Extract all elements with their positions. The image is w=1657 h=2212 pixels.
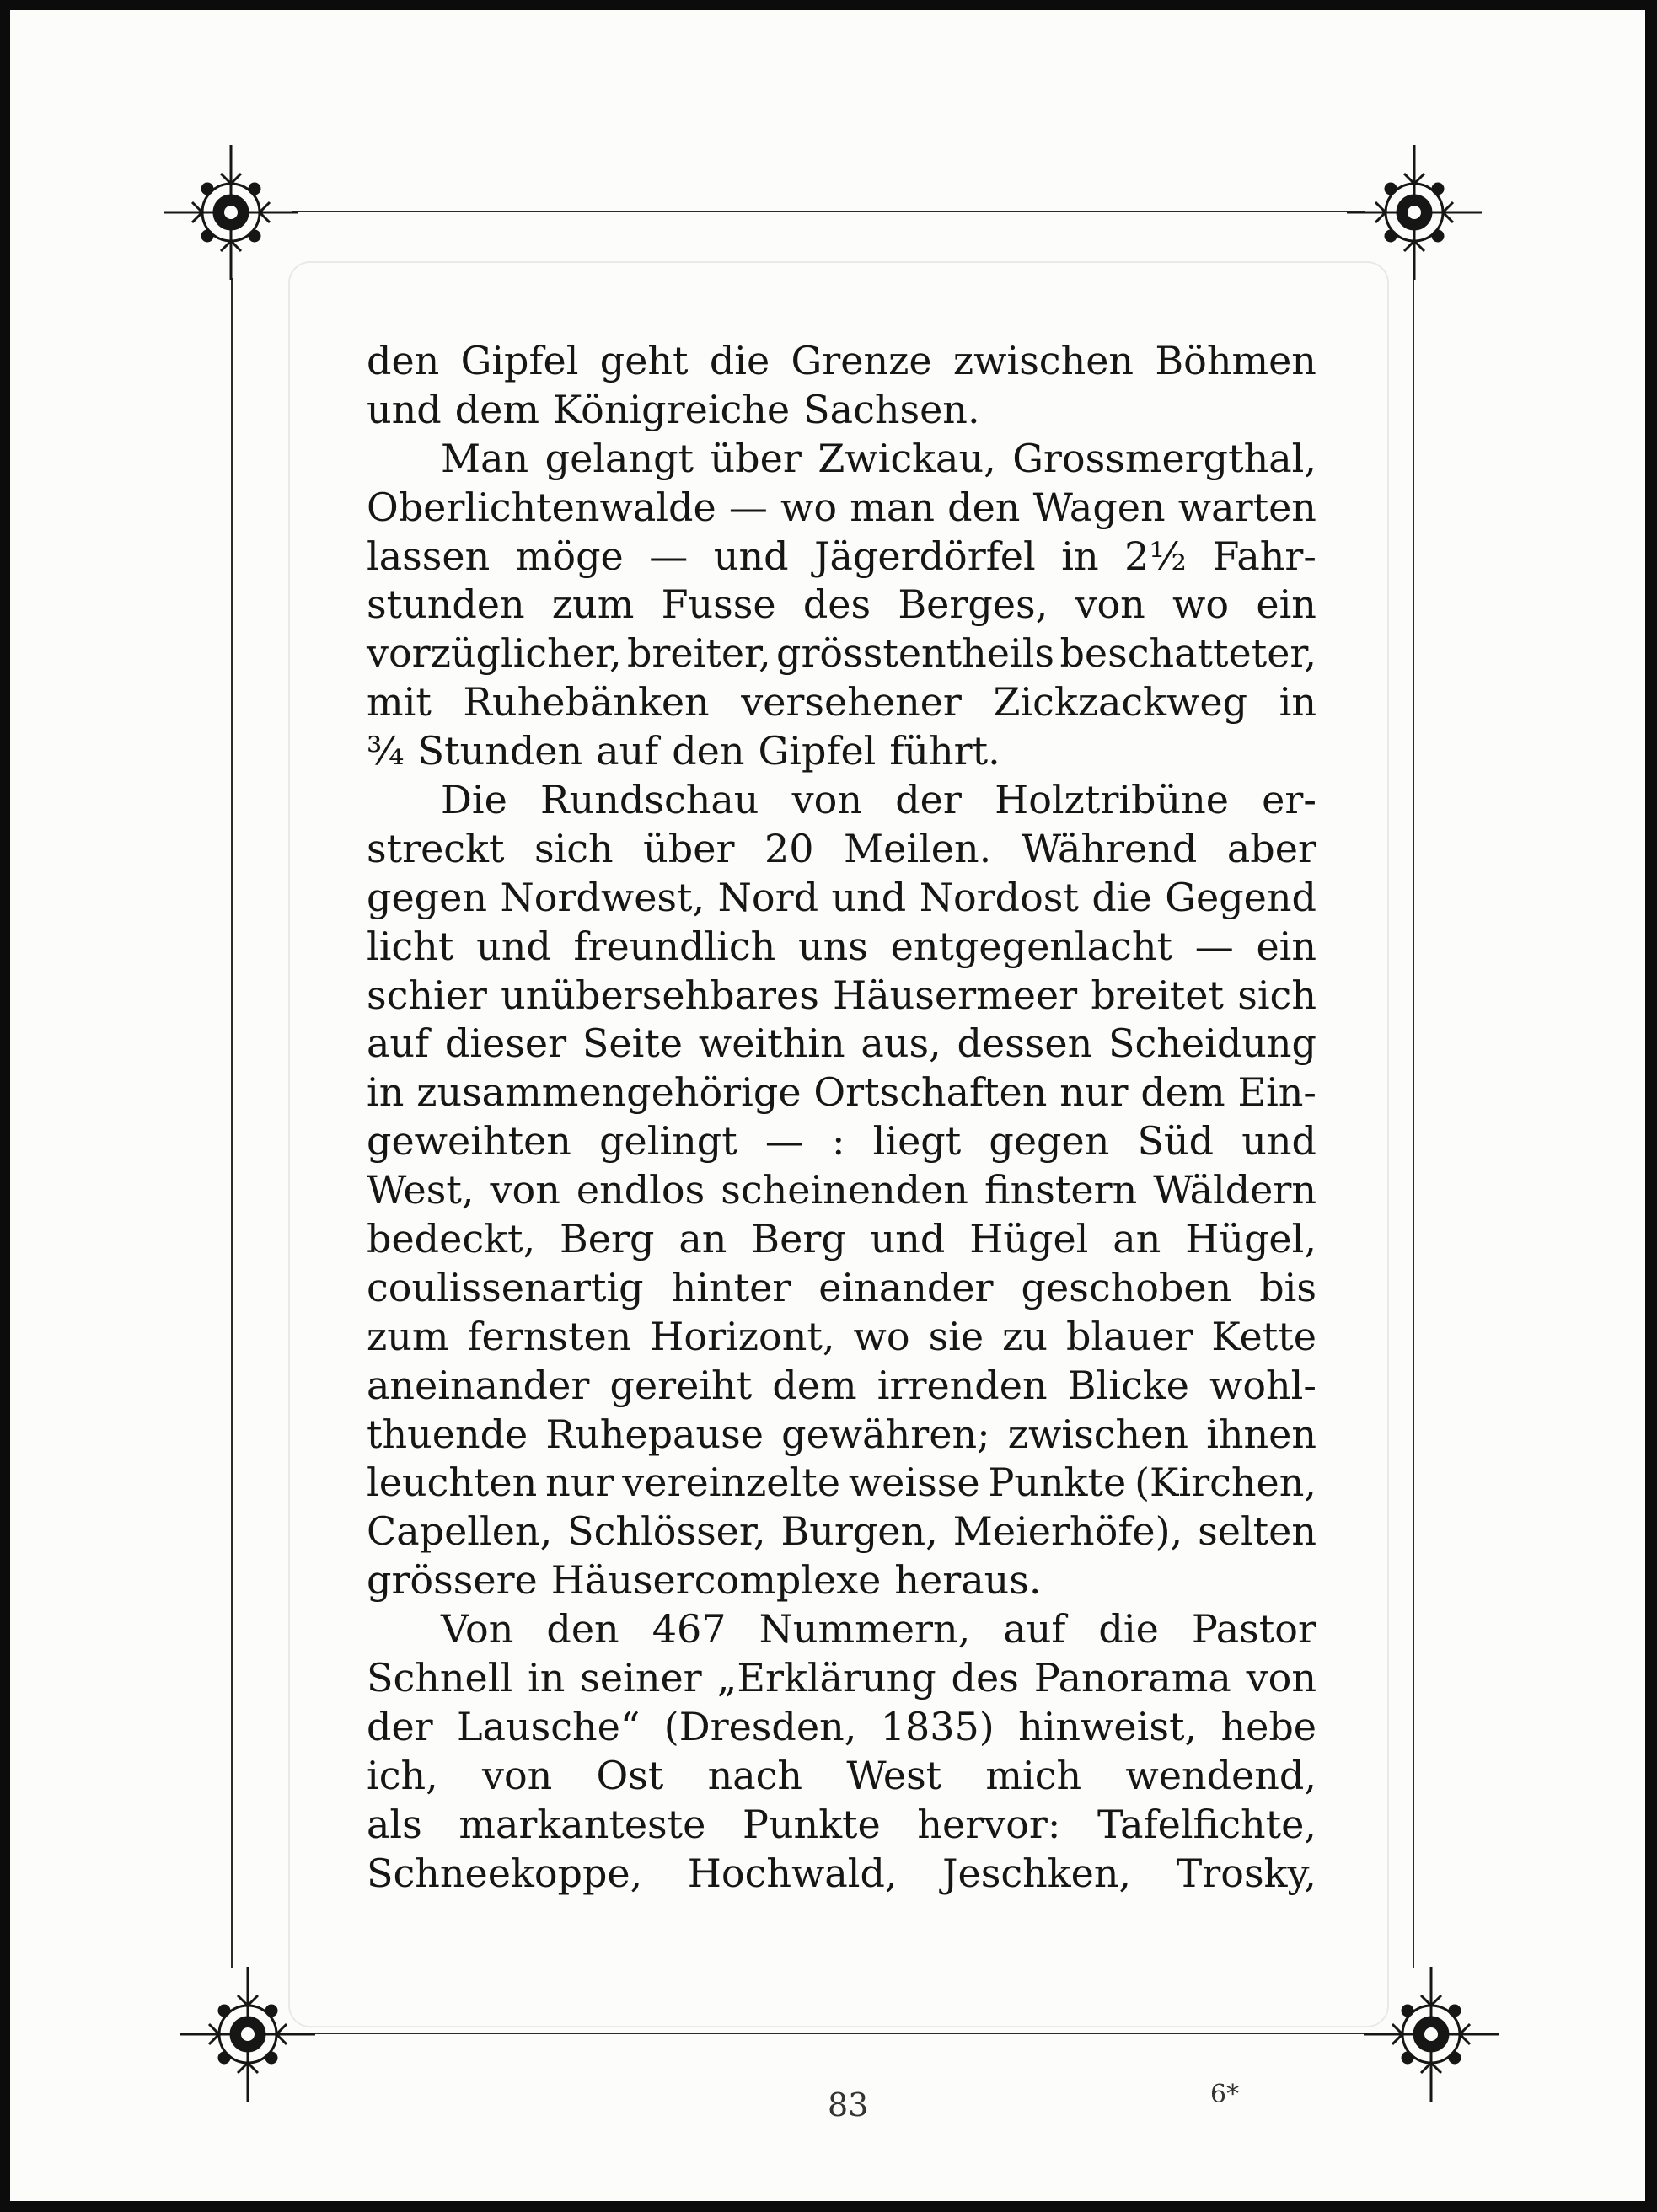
word: aber xyxy=(1226,825,1316,871)
word: wohl- xyxy=(1209,1362,1316,1408)
word: lassen xyxy=(367,533,491,579)
word: ein xyxy=(1256,923,1316,969)
word: Berg xyxy=(751,1216,846,1262)
bottom-rule xyxy=(309,2033,1381,2034)
word: Jägerdörfel xyxy=(814,533,1036,579)
text-line xyxy=(367,1556,1316,1605)
word: Tafelfichte, xyxy=(1097,1801,1316,1847)
word: und xyxy=(367,386,442,432)
word: Jeschken, xyxy=(942,1850,1132,1896)
word: Grossmergthal, xyxy=(1012,435,1316,481)
word: mich xyxy=(985,1752,1082,1798)
word: 20 xyxy=(764,825,814,871)
word: gegen xyxy=(367,874,487,920)
word: hebe xyxy=(1220,1703,1316,1749)
word: in xyxy=(528,1655,566,1701)
word: grösstentheils xyxy=(776,630,1055,677)
word: gelangt xyxy=(544,435,694,481)
word: an xyxy=(678,1216,727,1262)
word: 467 xyxy=(652,1606,727,1652)
word: er- xyxy=(1262,777,1316,823)
text-line xyxy=(367,533,1316,581)
word: zwischen xyxy=(952,338,1134,383)
word: „Erklärung xyxy=(716,1655,936,1701)
word: Man xyxy=(441,435,529,481)
word: über xyxy=(710,435,802,481)
word: uns xyxy=(798,923,868,969)
text-line xyxy=(367,1411,1316,1459)
text-line xyxy=(367,923,1316,972)
word: zu xyxy=(1002,1313,1048,1359)
word: 1835) xyxy=(880,1703,995,1749)
text-line xyxy=(367,972,1316,1020)
word: aneinander xyxy=(367,1362,590,1408)
word: Pastor xyxy=(1191,1606,1316,1652)
word: Fusse xyxy=(661,581,776,628)
word: Böhmen xyxy=(1155,338,1316,383)
word: unübersehbares xyxy=(501,972,819,1018)
text-line xyxy=(367,1508,1316,1556)
word: nur xyxy=(1059,1069,1129,1116)
word: Süd xyxy=(1137,1118,1215,1165)
word: hervor: xyxy=(917,1801,1061,1847)
word: heraus. xyxy=(894,1557,1042,1604)
word: Oberlichtenwalde xyxy=(367,484,716,530)
text-line xyxy=(367,1654,1316,1703)
word: hinter xyxy=(671,1264,791,1310)
word: aus, xyxy=(861,1020,941,1067)
word: coulissenartig xyxy=(367,1264,644,1310)
word: Gipfel xyxy=(460,338,579,383)
word: Horizont, xyxy=(650,1313,835,1359)
word: West xyxy=(846,1752,942,1798)
word: bedeckt, xyxy=(367,1216,536,1262)
word: von xyxy=(1246,1655,1316,1701)
word: geweihten xyxy=(367,1118,571,1165)
word: Kette xyxy=(1211,1313,1316,1359)
word: fernsten xyxy=(467,1313,632,1359)
word: Nord xyxy=(717,874,819,920)
word: als xyxy=(367,1801,422,1847)
text-line xyxy=(367,1117,1316,1166)
word: vereinzelte xyxy=(622,1459,840,1506)
text-line xyxy=(367,435,1316,484)
word: den xyxy=(947,484,1021,530)
word: zusammengehörige xyxy=(416,1069,802,1116)
word: Häusermeer xyxy=(833,972,1078,1018)
word: Capellen, xyxy=(367,1508,553,1555)
word: stunden xyxy=(367,581,525,628)
word: der xyxy=(367,1703,433,1749)
word: und xyxy=(1241,1118,1316,1165)
word: man xyxy=(850,484,935,530)
word: licht xyxy=(367,923,454,969)
word: von xyxy=(490,1167,560,1213)
word: blauer xyxy=(1065,1313,1193,1359)
word: hinweist, xyxy=(1018,1703,1198,1749)
text-line xyxy=(367,1264,1316,1313)
word: weisse xyxy=(848,1459,980,1506)
ornament-bottom-right-icon xyxy=(1364,1967,1499,2102)
word: Wäldern xyxy=(1153,1167,1316,1213)
word: — xyxy=(728,484,768,530)
word: Wagen xyxy=(1032,484,1166,530)
text-line xyxy=(367,337,1316,386)
word: einander xyxy=(818,1264,994,1310)
word: wendend, xyxy=(1125,1752,1316,1798)
word: ich, xyxy=(367,1752,438,1798)
word: streckt xyxy=(367,825,505,871)
word: ein xyxy=(1256,581,1316,628)
word: Fahr- xyxy=(1212,533,1316,579)
word: dieser xyxy=(444,1020,567,1067)
word: dessen xyxy=(957,1020,1093,1067)
text-line xyxy=(367,581,1316,629)
word: Panorama xyxy=(1033,1655,1231,1701)
word: irrenden xyxy=(877,1362,1048,1408)
word: des xyxy=(802,581,871,628)
word: schier xyxy=(367,972,487,1018)
word: zwischen xyxy=(1007,1411,1188,1457)
word: geschoben xyxy=(1021,1264,1232,1310)
word: ¾ xyxy=(367,728,405,774)
word: und xyxy=(713,533,789,579)
word: seiner xyxy=(580,1655,702,1701)
signature-mark: 6* xyxy=(1210,2080,1240,2109)
word: Zwickau, xyxy=(818,435,996,481)
word: Ost xyxy=(596,1752,664,1798)
text-line xyxy=(367,727,1316,776)
word: : xyxy=(832,1118,845,1165)
word: Nummern, xyxy=(759,1606,971,1652)
text-line xyxy=(367,776,1316,825)
word: Nordost xyxy=(919,874,1079,920)
word: Zickzackweg xyxy=(993,679,1248,726)
word: 2½ xyxy=(1124,533,1187,579)
word: wo xyxy=(853,1313,910,1359)
word: selten xyxy=(1198,1508,1316,1555)
word: finstern xyxy=(984,1167,1138,1213)
text-line xyxy=(367,874,1316,923)
word: von xyxy=(1075,581,1145,628)
word: (Dresden, xyxy=(663,1703,857,1749)
word: freundlich xyxy=(573,923,776,969)
word: versehener xyxy=(741,679,962,726)
word: möge xyxy=(515,533,624,579)
word: (Kirchen, xyxy=(1134,1459,1316,1506)
word: Blicke xyxy=(1067,1362,1189,1408)
word: von xyxy=(481,1752,553,1798)
word: und xyxy=(831,874,907,920)
word: Ruhebänken xyxy=(463,679,710,726)
word: gelingt xyxy=(599,1118,737,1165)
word: — xyxy=(764,1118,804,1165)
word: und xyxy=(870,1216,946,1262)
word: dem xyxy=(772,1362,857,1408)
top-rule xyxy=(292,211,1365,212)
text-line xyxy=(367,1703,1316,1752)
word: von xyxy=(791,777,862,823)
word: leuchten xyxy=(367,1459,538,1506)
word: und xyxy=(476,923,551,969)
ornament-bottom-left-icon xyxy=(180,1967,315,2102)
page-number: 83 xyxy=(828,2086,869,2124)
word: West, xyxy=(367,1167,475,1213)
word: Meierhöfe), xyxy=(952,1508,1183,1555)
word: Von xyxy=(441,1606,514,1652)
text-line xyxy=(367,1850,1316,1899)
text-line xyxy=(367,1313,1316,1362)
word: Lausche“ xyxy=(457,1703,641,1749)
word: Während xyxy=(1021,825,1198,871)
word: in xyxy=(367,1069,405,1116)
word: markanteste xyxy=(458,1801,706,1847)
word: Nordwest, xyxy=(500,874,705,920)
word: geht xyxy=(599,338,689,383)
word: Schnell xyxy=(367,1655,513,1701)
word: Ortschaften xyxy=(813,1069,1048,1116)
word: führt. xyxy=(889,728,1000,774)
word: Burgen, xyxy=(780,1508,938,1555)
word: entgegenlacht xyxy=(890,923,1172,969)
word: breiter, xyxy=(626,630,771,677)
word: Berges, xyxy=(898,581,1048,628)
word: sie xyxy=(928,1313,984,1359)
word: warten xyxy=(1177,484,1316,530)
word: dem xyxy=(454,386,539,432)
word: Schneekoppe, xyxy=(367,1850,643,1896)
word: über xyxy=(643,825,735,871)
word: Hügel, xyxy=(1185,1216,1316,1262)
word: Stunden xyxy=(417,728,583,774)
word: auf xyxy=(367,1020,430,1067)
text-line xyxy=(367,386,1316,435)
word: den xyxy=(672,728,745,774)
word: auf xyxy=(596,728,659,774)
word: Gipfel xyxy=(758,728,877,774)
word: der xyxy=(895,777,962,823)
word: die xyxy=(1091,874,1152,920)
word: Ein- xyxy=(1237,1069,1316,1116)
word: — xyxy=(649,533,689,579)
word: sich xyxy=(1237,972,1316,1018)
word: die xyxy=(1098,1606,1159,1652)
text-line xyxy=(367,1166,1316,1215)
word: Seite xyxy=(582,1020,684,1067)
word: — xyxy=(1194,923,1234,969)
text-line xyxy=(367,1215,1316,1264)
text-line xyxy=(367,1605,1316,1654)
word: an xyxy=(1113,1216,1161,1262)
left-rule xyxy=(231,278,233,1968)
text-line xyxy=(367,1801,1316,1850)
body-text xyxy=(367,337,1316,1899)
word: Holztribüne xyxy=(995,777,1229,823)
word: den xyxy=(367,338,440,383)
word: des xyxy=(951,1655,1019,1701)
word: breitet xyxy=(1091,972,1224,1018)
text-line xyxy=(367,825,1316,874)
word: wo xyxy=(780,484,838,530)
word: Punkte xyxy=(988,1459,1127,1506)
word: endlos xyxy=(576,1167,705,1213)
word: Schlösser, xyxy=(567,1508,766,1555)
text-line xyxy=(367,629,1316,678)
word: bis xyxy=(1259,1264,1316,1310)
word: Scheidung xyxy=(1108,1020,1316,1067)
ornament-top-right-icon xyxy=(1347,145,1482,280)
word: auf xyxy=(1003,1606,1066,1652)
word: gegen xyxy=(989,1118,1110,1165)
word: in xyxy=(1061,533,1099,579)
text-line xyxy=(367,484,1316,533)
word: dem xyxy=(1140,1069,1225,1116)
word: Gegend xyxy=(1165,874,1316,920)
word: zum xyxy=(367,1313,449,1359)
word: nach xyxy=(707,1752,803,1798)
word: Sachsen. xyxy=(803,386,980,432)
word: Punkte xyxy=(742,1801,881,1847)
word: liegt xyxy=(872,1118,962,1165)
word: in xyxy=(1279,679,1316,726)
word: weithin xyxy=(698,1020,845,1067)
word: Königreiche xyxy=(553,386,791,432)
text-line xyxy=(367,1020,1316,1069)
word: Ruhepause xyxy=(545,1411,764,1457)
word: beschatteter, xyxy=(1059,630,1316,677)
word: die xyxy=(709,338,770,383)
word: vorzüglicher, xyxy=(367,630,622,677)
word: gewähren; xyxy=(781,1411,990,1457)
word: Berg xyxy=(559,1216,655,1262)
word: thuende xyxy=(367,1411,528,1457)
word: Häusercomplexe xyxy=(550,1557,882,1604)
word: grössere xyxy=(367,1557,538,1604)
word: wo xyxy=(1172,581,1230,628)
text-line xyxy=(367,1752,1316,1801)
word: scheinenden xyxy=(721,1167,968,1213)
book-page xyxy=(10,10,1645,2201)
right-rule xyxy=(1413,278,1414,1968)
word: ihnen xyxy=(1206,1411,1316,1457)
word: den xyxy=(546,1606,619,1652)
text-line xyxy=(367,1362,1316,1411)
text-line xyxy=(367,1069,1316,1117)
word: Hügel xyxy=(969,1216,1089,1262)
word: sich xyxy=(534,825,614,871)
word: gereiht xyxy=(609,1362,753,1408)
word: Meilen. xyxy=(844,825,992,871)
word: Trosky, xyxy=(1176,1850,1316,1896)
text-line xyxy=(367,678,1316,727)
text-line xyxy=(367,1459,1316,1508)
word: nur xyxy=(545,1459,614,1506)
word: Rundschau xyxy=(540,777,759,823)
word: Grenze xyxy=(791,338,932,383)
ornament-top-left-icon xyxy=(164,145,298,280)
word: mit xyxy=(367,679,432,726)
word: zum xyxy=(551,581,635,628)
word: Die xyxy=(441,777,507,823)
word: Hochwald, xyxy=(687,1850,898,1896)
